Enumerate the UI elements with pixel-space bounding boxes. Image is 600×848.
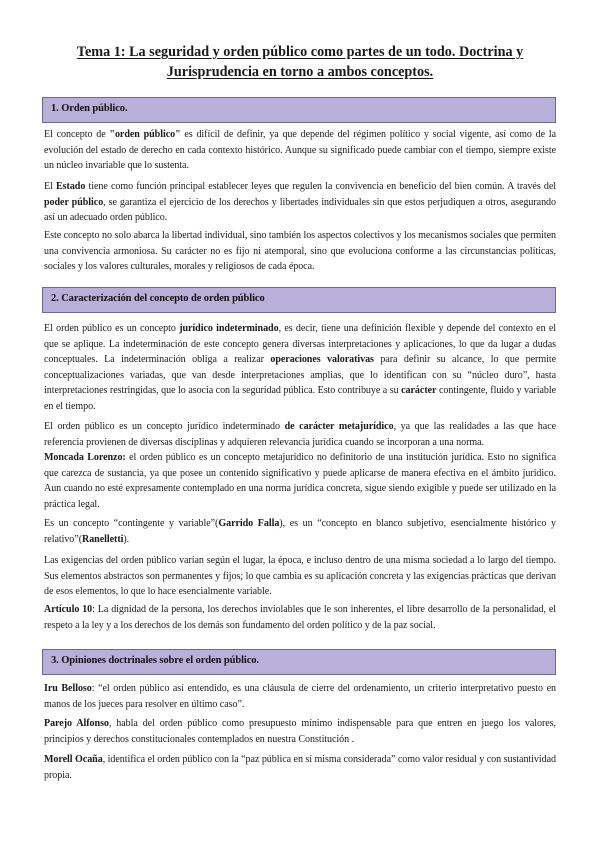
paragraph: Iru Belloso: “el orden público así entendido, es una cláusula de cierre del ordenamiento, un criterio interpretativo puesto en manos de los jueces para resolver en último caso”.	[44, 683, 556, 710]
paragraph: El orden público es un concepto jurídico indeterminado de carácter metajurídico, ya que las realidades a las que hace referencia provienen de diversas disciplinas y adquieren relevancia jurídica cuando se incorporan a una norma.	[44, 421, 557, 448]
paragraph: El orden público es un concepto jurídico indeterminado, es decir, tiene una definición flexible y depende del contexto en el que se aplique. La indeterminación de este concepto genera diversas interpretaciones y aplicaciones, lo que da lugar a dudas conceptuales. La indeterminación obliga a realizar operaciones valorativas para definir su alcance, lo que permite conceptualizaciones variadas, que van desde interpretaciones amplias, que lo identifican con su “núcleo duro”, hasta interpretaciones restringidas, que lo asocia con la seguridad pública. Esto contribuye a su carácter contingente, fluido y variable en el tiempo.	[44, 323, 557, 412]
paragraph: Moncada Lorenzo: el orden público es un concepto metajurídico no definitorio de una institución jurídica. Esto no significa que carezca de sustancia, ya que posee un contenido significativo y puede aplicarse de manera efectiva en el ámbito jurídico. Aun cuando no esté expresamente contemplado en una norma jurídica concreta, sigue siendo exigible y puede ser utilizado en la práctica legal.	[44, 452, 557, 510]
bold-term: Moncada Lorenzo:	[44, 452, 126, 463]
bold-term: Iru Belloso	[44, 683, 92, 694]
bold-term: operaciones valorativas	[270, 354, 374, 366]
section-heading: 1. Orden público.	[51, 103, 128, 114]
paragraph: Artículo 10: La dignidad de la persona, los derechos inviolables que le son inherentes, el libre desarrollo de la personalidad, el respeto a la ley y a los derechos de los demás son fundamento del orden político y de la paz social.	[44, 604, 556, 631]
bold-term: Parejo Alfonso	[44, 718, 109, 729]
section-heading: 3. Opiniones doctrinales sobre el orden público.	[51, 655, 259, 666]
bold-term: Garrido Falla	[218, 518, 280, 529]
section-header-opiniones	[42, 649, 556, 675]
bold-term: Artículo 10	[44, 604, 93, 615]
paragraph: El concepto de "orden público" es difícil de definir, ya que depende del régimen político y social vigente, así como de la evolución del estado de derecho en cada contexto histórico. Aunque su significado puede cambiar con el tiempo, siempre existe un núcleo invariable que lo sustenta.	[44, 129, 556, 172]
section-header-caracterizacion	[42, 287, 556, 313]
paragraph: Morell Ocaña, identifica el orden público con la “paz pública en sí misma considerada” como valor residual y con sustantividad propia.	[44, 754, 556, 781]
bold-term: Morell Ocaña	[44, 754, 103, 765]
bold-term: jurídico indeterminado	[179, 323, 279, 334]
paragraph: Parejo Alfonso, habla del orden público como presupuesto mínimo indispensable para que entren en juego los valores, principios y derechos constitucionales contemplados en nuestra Constitución .	[44, 718, 556, 745]
bold-term: Ranelletti	[82, 533, 124, 545]
section-header-orden-publico	[42, 97, 556, 123]
paragraph: Este concepto no solo abarca la libertad individual, sino también los aspectos colectivos y los mecanismos sociales que permiten una convivencia armoniosa. Su carácter no es fijo ni atemporal, sino que evoluciona conforme a las circunstancias políticas, sociales y los valores culturales, morales y religiosos de cada época.	[44, 230, 556, 273]
bold-term: carácter	[401, 385, 437, 397]
paragraph: Las exigencias del orden público varían según el lugar, la época, e incluso dentro de una misma sociedad a lo largo del tiempo. Sus elementos abstractos son permanentes y fijos; lo que cambia es su aplicación concreta y las exigencias prácticas que derivan de esos elementos, lo que lo hace esencialmente variable.	[44, 555, 556, 598]
bold-term: Estado	[56, 181, 86, 192]
paragraph: El Estado tiene como función principal establecer leyes que regulen la convivencia en beneficio del bien común. A través del poder público, se garantiza el ejercicio de los derechos y libertades individuales sin que estos perjudiquen a otros, asegurando así un adecuado orden público.	[44, 181, 556, 224]
bold-term: poder público	[44, 196, 104, 208]
bold-term: de carácter metajurídico	[284, 421, 394, 432]
paragraph: Es un concepto “contingente y variable”(Garrido Falla), es un “concepto en blanco subjetivo, esencialmente histórico y relativo”(Ranelletti).	[44, 518, 556, 545]
bold-term: "orden público"	[109, 129, 181, 140]
section-heading: 2. Caracterización del concepto de orden público	[51, 293, 265, 304]
document-title: Tema 1: La seguridad y orden público como partes de un todo. Doctrina y Jurisprudencia en torno a ambos conceptos.	[76, 44, 524, 80]
